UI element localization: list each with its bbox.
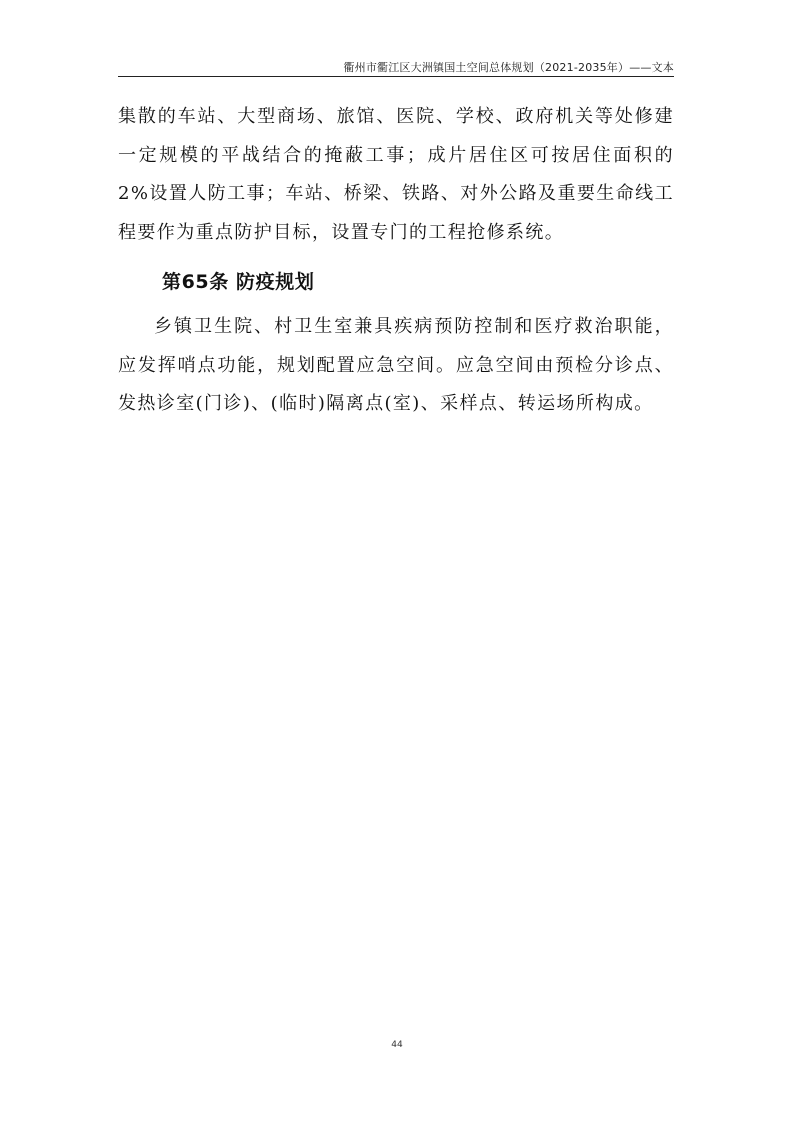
section-heading: 第65条 防疫规划 bbox=[162, 271, 315, 293]
paragraph-epidemic-prevention: 乡镇卫生院、村卫生室兼具疾病预防控制和医疗救治职能，应发挥哨点功能，规划配置应急空间。应急空间由预检分诊点、发热诊室(门诊)、(临时)隔离点(室)、采样点、转运场所构成。 bbox=[118, 316, 674, 414]
page-number: 44 bbox=[391, 1040, 403, 1050]
page-header bbox=[118, 56, 674, 77]
document-title: 衢州市衢江区大洲镇国土空间总体规划（2021-2035年）——文本 bbox=[343, 61, 674, 74]
document-body bbox=[118, 98, 674, 424]
paragraph-civil-defense: 集散的车站、大型商场、旅馆、医院、学校、政府机关等处修建一定规模的平战结合的掩蔽工事；成片居住区可按居住面积的 2%设置人防工事；车站、桥梁、铁路、对外公路及重要生命线工程要作为重点防护目标，设置专门的工程抢修系统。 bbox=[118, 106, 674, 243]
